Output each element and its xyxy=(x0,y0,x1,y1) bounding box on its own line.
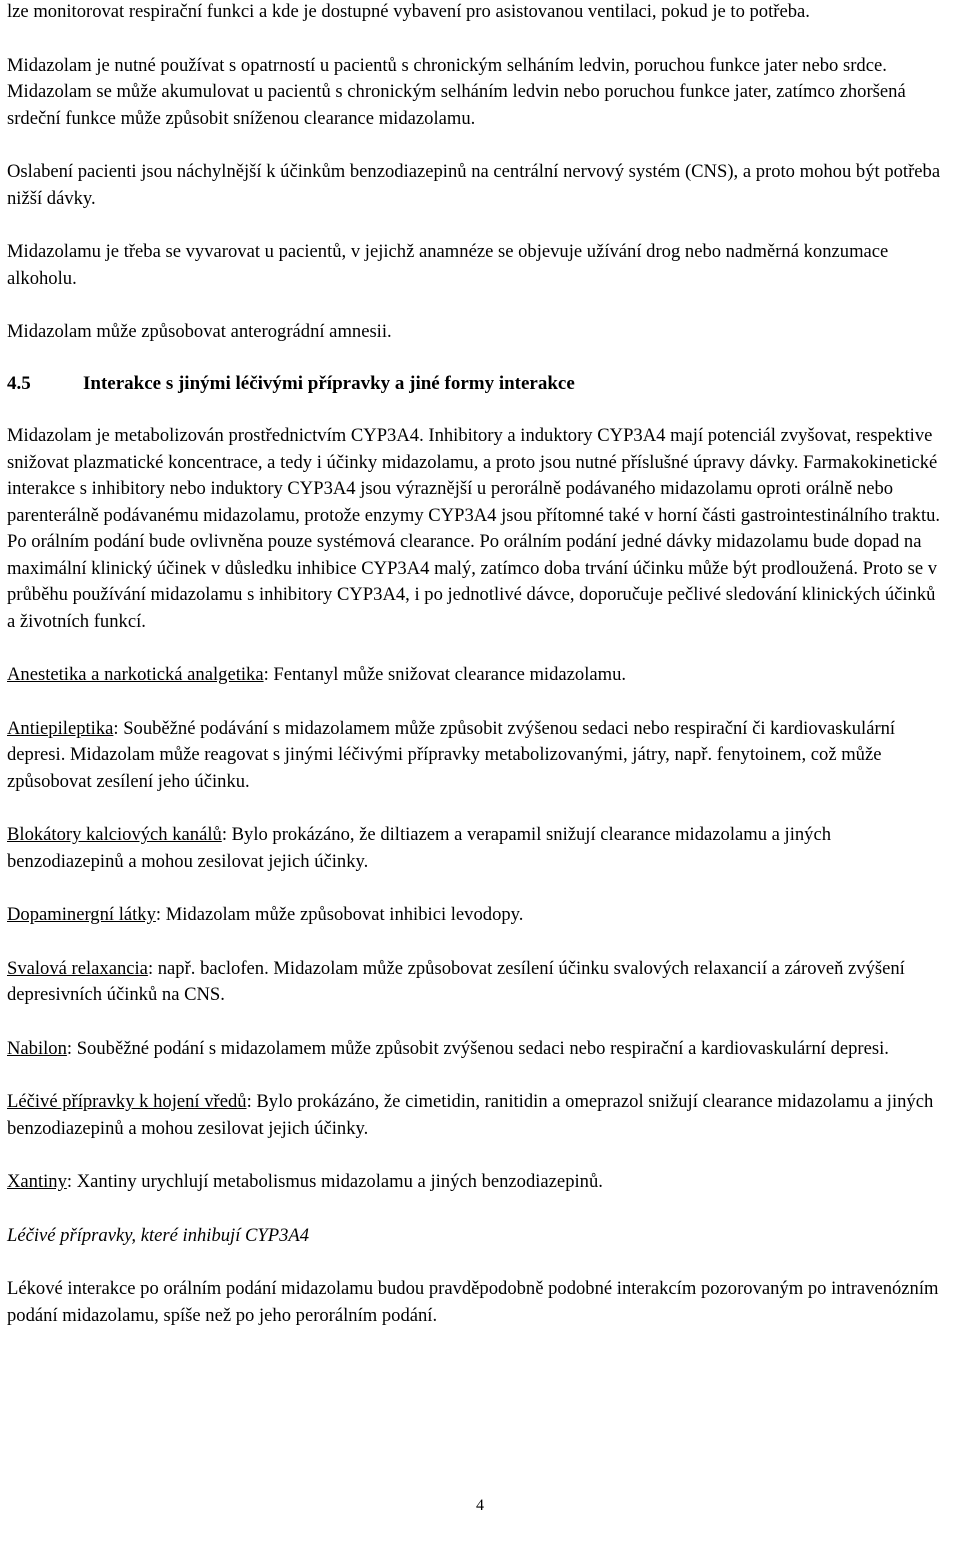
interaction-text: : Bylo prokázáno, že cimetidin, ranitidin a omeprazol snižují clearance midazolamu a jiných benzodiazepinů a mohou zesilovat jejich účinky. xyxy=(7,1091,934,1139)
paragraph: Oslabení pacienti jsou náchylnější k účinkům benzodiazepinů na centrální nervový systém (CNS), a proto mohou být potřeba nižší dávky. xyxy=(7,161,941,209)
paragraph: Midazolam může způsobovat anterográdní amnesii. xyxy=(7,321,392,342)
interaction-text: : např. baclofen. Midazolam může způsobovat zesílení účinku svalových relaxancií a zároveň zvýšení depresivních účinků na CNS. xyxy=(7,957,905,1005)
section-title: Interakce s jinými léčivými přípravky a jiné formy interakce xyxy=(83,372,575,394)
interaction-item xyxy=(7,716,947,796)
interaction-item xyxy=(7,1089,947,1142)
interaction-term: Svalová relaxancia xyxy=(7,957,148,979)
paragraph: lze monitorovat respirační funkci a kde je dostupné vybavení pro asistovanou ventilaci, pokud je to potřeba. xyxy=(7,1,810,22)
interaction-term: Dopaminergní látky xyxy=(7,904,156,925)
interaction-text: : Midazolam může způsobovat inhibici levodopy. xyxy=(155,904,524,925)
interaction-text: : Souběžné podávání s midazolamem může způsobit zvýšenou sedaci nebo respirační či kardiovaskulární depresi. Midazolam může reagovat s jinými léčivými přípravky metabolizovanými, játry, např. fenytoinem, což může způsobovat zesílení jeho účinku. xyxy=(7,717,896,792)
interaction-text: : Fentanyl může snižovat clearance midazolamu. xyxy=(263,664,627,685)
interaction-item xyxy=(7,1036,947,1063)
interaction-item xyxy=(7,662,947,689)
interaction-term: Blokátory kalciových kanálů xyxy=(7,824,222,845)
interaction-term: Léčivé přípravky k hojení vředů xyxy=(7,1091,247,1112)
interaction-item xyxy=(7,956,947,1009)
document-page xyxy=(7,0,947,1356)
interaction-term: Anestetika a narkotická analgetika xyxy=(7,664,264,685)
interaction-term: Antiepileptika xyxy=(7,717,114,739)
paragraph: Midazolam je metabolizován prostřednictvím CYP3A4. Inhibitory a induktory CYP3A4 mají potenciál zvyšovat, respektive snižovat plazmatické koncentrace, a tedy i účinky midazolamu, a proto jsou nutné příslušné úpravy dávky. Farmakokinetické interakce s inhibitory nebo induktory CYP3A4 jsou výraznější u perorálně podávaného midazolamu oproti orálně nebo parenterálně podávanému midazolamu, protože enzymy CYP3A4 jsou přítomné také v horní části gastrointestinálního traktu. Po orálním podání bude ovlivněna pouze systémová clearance. Po orálním podání jedné dávky midazolamu bude dopad na maximální klinický účinek v důsledku inhibice CYP3A4 malý, zatímco doba trvání účinku může být prodloužená. Proto se v průběhu používání midazolamu s inhibitory CYP3A4, i po jednotlivé dávce, doporučuje pečlivé sledování klinických účinků a životních funkcí. xyxy=(7,425,941,632)
paragraph: Midazolam je nutné používat s opatrností u pacientů s chronickým selháním ledvin, poruchou funkce jater nebo srdce. Midazolam se může akumulovat u pacientů s chronickým selháním ledvin nebo poruchou funkce jater, zatímco zhoršená srdeční funkce může způsobit sníženou clearance midazolamu. xyxy=(7,54,906,129)
interaction-item xyxy=(7,822,947,875)
interaction-term: Nabilon xyxy=(7,1037,67,1059)
interaction-text: : Souběžné podání s midazolamem může způsobit zvýšenou sedaci nebo respirační a kardiovaskulární depresi. xyxy=(66,1037,889,1059)
interaction-item xyxy=(7,902,947,929)
interaction-item xyxy=(7,1169,947,1196)
paragraph: Lékové interakce po orálním podání midazolamu budou pravděpodobně podobné interakcím pozorovaným po intravenózním podání midazolamu, spíše než po jeho perorálním podání. xyxy=(7,1278,939,1326)
section-number: 4.5 xyxy=(7,372,31,394)
interaction-term: Xantiny xyxy=(7,1171,67,1192)
section-heading xyxy=(7,371,947,398)
subheading: Léčivé přípravky, které inhibují CYP3A4 xyxy=(7,1224,310,1246)
interaction-text: : Bylo prokázáno, že diltiazem a verapamil snižují clearance midazolamu a jiných benzodiazepinů a mohou zesilovat jejich účinky. xyxy=(7,824,832,872)
page-number: 4 xyxy=(476,1497,484,1514)
interaction-text: : Xantiny urychlují metabolismus midazolamu a jiných benzodiazepinů. xyxy=(66,1171,603,1192)
paragraph: Midazolamu je třeba se vyvarovat u pacientů, v jejichž anamnéze se objevuje užívání drog nebo nadměrná konzumace alkoholu. xyxy=(7,241,889,289)
